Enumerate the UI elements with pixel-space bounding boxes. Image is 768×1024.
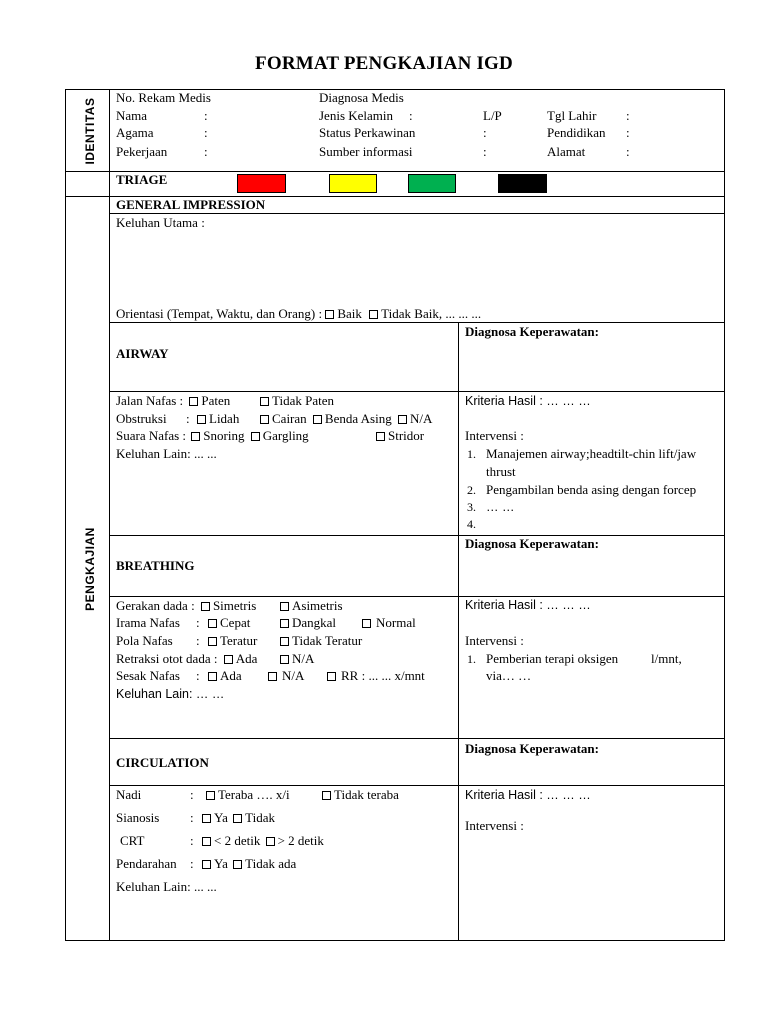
nadi-colon: : bbox=[190, 787, 194, 802]
option-pendarahan-ya: Ya bbox=[214, 856, 228, 871]
divider-airway bbox=[109, 535, 724, 536]
nadi-tidak-teraba bbox=[322, 787, 399, 802]
checkbox-asimetris[interactable] bbox=[280, 602, 289, 611]
middle-column-divider bbox=[458, 322, 459, 940]
label-lp: L/P bbox=[483, 108, 502, 123]
checkbox-lidah[interactable] bbox=[197, 415, 206, 424]
divider-general bbox=[109, 322, 724, 323]
jalan-nafas-label: Jalan Nafas : bbox=[116, 393, 184, 408]
irama-cepat bbox=[208, 615, 250, 630]
colon-nama: : bbox=[204, 108, 208, 123]
irama-colon: : bbox=[196, 615, 200, 630]
label-pola-nafas: Pola Nafas bbox=[116, 633, 173, 648]
option-snoring: Snoring bbox=[203, 428, 245, 443]
general-impression-heading: GENERAL IMPRESSION bbox=[116, 197, 266, 212]
checkbox-obstruksi-na[interactable] bbox=[398, 415, 407, 424]
sesak-colon: : bbox=[196, 668, 200, 683]
colon-agama: : bbox=[204, 125, 208, 140]
checkbox-sesak-ada[interactable] bbox=[208, 672, 217, 681]
divider-breathing-heading bbox=[109, 596, 724, 597]
label-irama-nafas: Irama Nafas bbox=[116, 615, 180, 630]
pola-tidak-teratur bbox=[280, 633, 362, 648]
colon-alamat: : bbox=[626, 144, 630, 159]
checkbox-normal[interactable] bbox=[362, 619, 371, 628]
breathing-intervensi-via: via… … bbox=[486, 668, 532, 683]
sesak-na bbox=[268, 668, 304, 683]
option-simetris: Simetris bbox=[212, 598, 257, 613]
airway-diagnosa-label: Diagnosa Keperawatan: bbox=[465, 324, 599, 339]
option-teraba: Teraba …. x/i bbox=[218, 787, 290, 802]
option-tidak-paten: Tidak Paten bbox=[272, 393, 334, 408]
suara-nafas-label: Suara Nafas : bbox=[116, 428, 187, 443]
checkbox-pendarahan-ya[interactable] bbox=[202, 860, 211, 869]
label-pendarahan: Pendarahan bbox=[116, 856, 177, 871]
orientasi-row bbox=[116, 306, 481, 321]
checkbox-tidak-teratur[interactable] bbox=[280, 637, 289, 646]
crt-colon: : bbox=[190, 833, 194, 848]
checkbox-retraksi-na[interactable] bbox=[280, 655, 289, 664]
label-agama: Agama bbox=[116, 125, 154, 140]
side-label-pengkajian: PENGKAJIAN bbox=[83, 527, 97, 611]
airway-intervensi-2-num: 2. bbox=[467, 483, 476, 497]
label-diagnosa-medis: Diagnosa Medis bbox=[319, 90, 404, 105]
triage-label: TRIAGE bbox=[116, 172, 168, 187]
label-alamat: Alamat bbox=[547, 144, 586, 159]
checkbox-cairan[interactable] bbox=[260, 415, 269, 424]
circulation-keluhan-lain: Keluhan Lain: ... ... bbox=[116, 879, 217, 894]
divider-general-heading bbox=[109, 213, 724, 214]
airway-intervensi-label: Intervensi : bbox=[465, 428, 524, 443]
option-normal: Normal bbox=[376, 615, 416, 630]
option-obstruksi-na: N/A bbox=[409, 411, 433, 426]
option-crt-lebih: > 2 detik bbox=[277, 833, 324, 848]
divider-breathing bbox=[109, 738, 724, 739]
option-teratur: Teratur bbox=[220, 633, 258, 648]
airway-kriteria-hasil: Kriteria Hasil : … … … bbox=[465, 394, 591, 408]
breathing-intervensi-lmnt: l/mnt, bbox=[651, 651, 682, 666]
checkbox-snoring[interactable] bbox=[191, 432, 200, 441]
label-no-rekam-medis: No. Rekam Medis bbox=[116, 90, 211, 105]
colon-status-perkawinan: : bbox=[483, 125, 487, 140]
triage-red-box[interactable] bbox=[237, 174, 286, 193]
stridor-option bbox=[376, 428, 424, 443]
checkbox-tidak-paten[interactable] bbox=[260, 397, 269, 406]
triage-yellow-box[interactable] bbox=[329, 174, 377, 193]
airway-intervensi-2-text: Pengambilan benda asing dengan forcep bbox=[486, 482, 697, 497]
colon-pekerjaan: : bbox=[204, 144, 208, 159]
divider-circulation-heading bbox=[109, 785, 724, 786]
breathing-intervensi-1-text: Pemberian terapi oksigen bbox=[486, 651, 619, 666]
option-gargling: Gargling bbox=[262, 428, 309, 443]
checkbox-teratur[interactable] bbox=[208, 637, 217, 646]
jalan-nafas-row bbox=[116, 393, 230, 408]
breathing-intervensi-1-num: 1. bbox=[467, 652, 476, 666]
label-pekerjaan: Pekerjaan bbox=[116, 144, 168, 159]
gerakan-dada-row bbox=[116, 598, 256, 613]
obstruksi-colon: : bbox=[186, 411, 190, 426]
checkbox-cepat[interactable] bbox=[208, 619, 217, 628]
checkbox-sesak-na[interactable] bbox=[268, 672, 277, 681]
airway-intervensi-3-text: … … bbox=[486, 500, 515, 514]
breathing-heading: BREATHING bbox=[116, 558, 195, 573]
label-nadi: Nadi bbox=[116, 787, 142, 802]
option-sesak-na: N/A bbox=[282, 668, 305, 683]
option-crt-kurang: < 2 detik bbox=[214, 833, 261, 848]
option-cairan: Cairan bbox=[272, 411, 307, 426]
irama-normal bbox=[362, 615, 416, 630]
nadi-teraba bbox=[206, 787, 290, 802]
option-paten: Paten bbox=[201, 393, 231, 408]
retraksi-na bbox=[280, 651, 314, 666]
checkbox-sianosis-ya[interactable] bbox=[202, 814, 211, 823]
checkbox-retraksi-ada[interactable] bbox=[224, 655, 233, 664]
label-tgl-lahir: Tgl Lahir bbox=[547, 108, 597, 123]
colon-pendidikan: : bbox=[626, 125, 630, 140]
pola-teratur bbox=[208, 633, 257, 648]
breathing-intervensi-label: Intervensi : bbox=[465, 633, 524, 648]
option-retraksi-na: N/A bbox=[292, 651, 315, 666]
option-lidah: Lidah bbox=[209, 411, 240, 426]
label-sianosis: Sianosis bbox=[116, 810, 160, 825]
option-benda-asing: Benda Asing bbox=[324, 411, 392, 426]
checkbox-tidak-baik[interactable] bbox=[369, 310, 378, 319]
label-status-perkawinan: Status Perkawinan bbox=[319, 125, 416, 140]
checkbox-baik[interactable] bbox=[325, 310, 334, 319]
option-sesak-ada: Ada bbox=[220, 668, 242, 683]
pendarahan-colon: : bbox=[190, 856, 194, 871]
option-cepat: Cepat bbox=[220, 615, 251, 630]
divider-airway-heading bbox=[109, 391, 724, 392]
gerakan-dada-label: Gerakan dada : bbox=[116, 598, 195, 613]
checkbox-tidak-teraba[interactable] bbox=[322, 791, 331, 800]
option-asimetris: Asimetris bbox=[292, 598, 343, 613]
airway-intervensi-1-cont: thrust bbox=[486, 464, 516, 479]
circulation-kriteria-hasil: Kriteria Hasil : … … … bbox=[465, 788, 591, 802]
airway-intervensi-4-num: 4. bbox=[467, 517, 476, 531]
label-sesak-nafas: Sesak Nafas bbox=[116, 668, 180, 683]
retraksi-label: Retraksi otot dada : bbox=[116, 651, 218, 666]
page-title: FORMAT PENGKAJIAN IGD bbox=[255, 53, 513, 74]
checkbox-pendarahan-tidak-ada[interactable] bbox=[233, 860, 242, 869]
checkbox-stridor[interactable] bbox=[376, 432, 385, 441]
airway-intervensi-1-num: 1. bbox=[467, 447, 476, 461]
breathing-keluhan-lain: Keluhan Lain: … … bbox=[116, 687, 225, 701]
label-obstruksi: Obstruksi bbox=[116, 411, 167, 426]
pola-colon: : bbox=[196, 633, 200, 648]
option-tidak-teratur: Tidak Teratur bbox=[292, 633, 363, 648]
checkbox-simetris[interactable] bbox=[201, 602, 210, 611]
breathing-diagnosa-label: Diagnosa Keperawatan: bbox=[465, 536, 599, 551]
triage-black-box[interactable] bbox=[498, 174, 547, 193]
retraksi-row bbox=[116, 651, 257, 666]
side-column-divider bbox=[109, 89, 110, 940]
circulation-intervensi-label: Intervensi : bbox=[465, 818, 524, 833]
option-tidak-baik: Tidak Baik, ... ... ... bbox=[381, 306, 482, 321]
obstruksi-cairan bbox=[260, 411, 432, 426]
label-pendidikan: Pendidikan bbox=[547, 125, 606, 140]
checkbox-gargling[interactable] bbox=[251, 432, 260, 441]
side-label-identitas: IDENTITAS bbox=[83, 97, 97, 165]
option-sianosis-tidak: Tidak bbox=[245, 810, 275, 825]
obstruksi-lidah bbox=[197, 411, 239, 426]
tidak-paten-option bbox=[260, 393, 334, 408]
checkbox-dangkal[interactable] bbox=[280, 619, 289, 628]
checkbox-crt-kurang[interactable] bbox=[202, 837, 211, 846]
sesak-rr bbox=[327, 668, 425, 683]
irama-dangkal bbox=[280, 615, 336, 630]
pendarahan-options bbox=[202, 856, 296, 871]
colon-tgl-lahir: : bbox=[626, 108, 630, 123]
label-sumber-informasi: Sumber informasi bbox=[319, 144, 413, 159]
label-nama: Nama bbox=[116, 108, 148, 123]
option-sianosis-ya: Ya bbox=[214, 810, 228, 825]
option-stridor: Stridor bbox=[388, 428, 425, 443]
triage-green-box[interactable] bbox=[408, 174, 456, 193]
colon-sumber-informasi: : bbox=[483, 144, 487, 159]
sianosis-options bbox=[202, 810, 275, 825]
airway-intervensi-3-num: 3. bbox=[467, 500, 476, 514]
asimetris-option bbox=[280, 598, 343, 613]
colon-jenis-kelamin: : bbox=[409, 108, 413, 123]
checkbox-crt-lebih[interactable] bbox=[266, 837, 275, 846]
label-jenis-kelamin: Jenis Kelamin bbox=[319, 108, 394, 123]
option-rr: RR : ... ... x/mnt bbox=[341, 668, 425, 683]
checkbox-rr[interactable] bbox=[327, 672, 336, 681]
sesak-ada bbox=[208, 668, 242, 683]
suara-nafas-row bbox=[116, 428, 309, 443]
keluhan-utama-label: Keluhan Utama : bbox=[116, 215, 205, 230]
checkbox-sianosis-tidak[interactable] bbox=[233, 814, 242, 823]
option-pendarahan-tidak-ada: Tidak ada bbox=[245, 856, 297, 871]
checkbox-paten[interactable] bbox=[189, 397, 198, 406]
airway-keluhan-lain: Keluhan Lain: ... ... bbox=[116, 446, 217, 461]
option-dangkal: Dangkal bbox=[292, 615, 337, 630]
airway-intervensi-1-text: Manajemen airway;headtilt-chin lift/jaw bbox=[486, 446, 697, 461]
circulation-heading: CIRCULATION bbox=[116, 755, 209, 770]
breathing-kriteria-hasil: Kriteria Hasil : … … … bbox=[465, 598, 591, 612]
checkbox-benda-asing[interactable] bbox=[313, 415, 322, 424]
checkbox-teraba[interactable] bbox=[206, 791, 215, 800]
option-baik: Baik bbox=[337, 306, 362, 321]
orientasi-label: Orientasi (Tempat, Waktu, dan Orang) : bbox=[116, 306, 323, 321]
airway-heading: AIRWAY bbox=[116, 346, 169, 361]
circulation-diagnosa-label: Diagnosa Keperawatan: bbox=[465, 741, 599, 756]
label-crt: CRT bbox=[120, 833, 145, 848]
option-tidak-teraba: Tidak teraba bbox=[334, 787, 399, 802]
crt-options bbox=[202, 833, 324, 848]
sianosis-colon: : bbox=[190, 810, 194, 825]
option-retraksi-ada: Ada bbox=[235, 651, 258, 666]
